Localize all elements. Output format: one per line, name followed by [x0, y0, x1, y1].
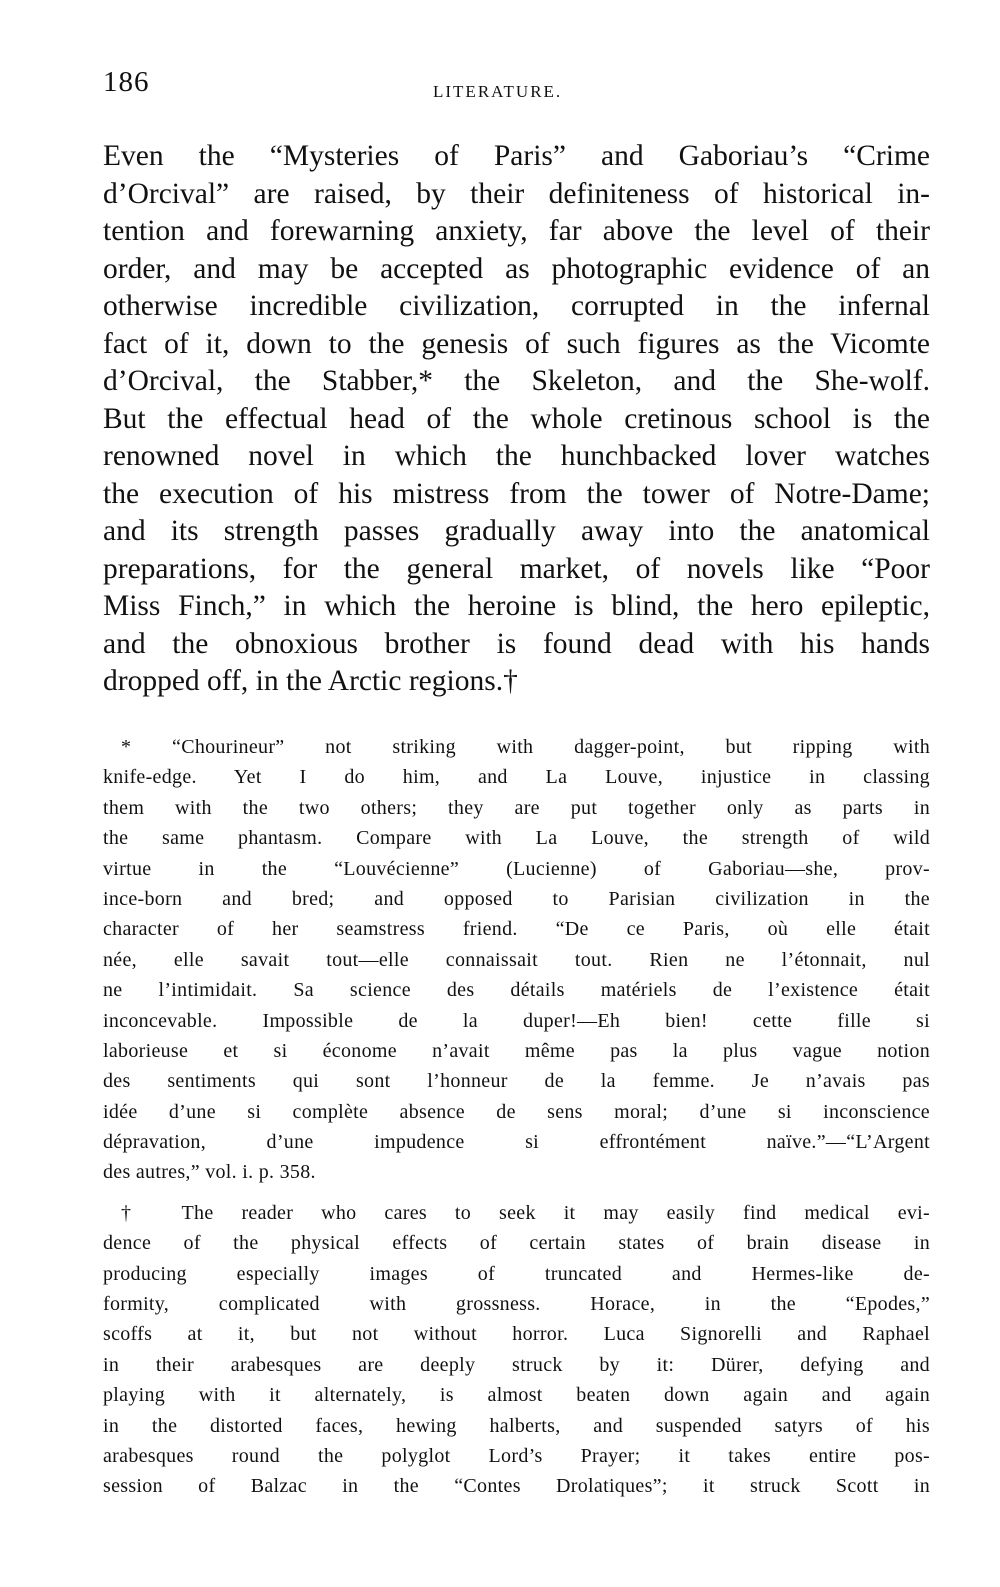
main-paragraph — [103, 138, 930, 701]
body-line: and its strength passes gradually away into the anatomical — [103, 515, 930, 547]
footnote-line: dépravation, d’une impudence si effrontément naïve.”—“L’Argent — [103, 1131, 930, 1154]
body-line: the execution of his mistress from the tower of Notre-Dame; — [103, 477, 930, 510]
footnote-line: them with the two others; they are put together only as parts in — [103, 796, 930, 819]
footnote-line: née, elle savait tout—elle connaissait tout. Rien ne l’étonnait, nul — [103, 948, 930, 971]
footnote-line: idée d’une si complète absence de sens moral; d’une si inconscience — [103, 1100, 930, 1123]
footnote-line: in their arabesques are deeply struck by it: Dürer, defying and — [103, 1353, 930, 1376]
footnote-line: session of Balzac in the “Contes Drolatiques”; it struck Scott in — [103, 1475, 930, 1498]
footnote-line: scoffs at it, but not without horror. Luca Signorelli and Raphael — [103, 1323, 930, 1346]
footnote-line: † The reader who cares to seek it may easily find medical evi- — [121, 1201, 930, 1224]
running-title: LITERATURE. — [433, 82, 563, 101]
footnote-line: * “Chourineur” not striking with dagger-point, but ripping with — [121, 736, 930, 758]
footnote-line: inconcevable. Impossible de la duper!—Eh bien! cette fille si — [103, 1009, 930, 1032]
body-line: dropped off, in the Arctic regions.† — [103, 665, 518, 697]
footnote-line: the same phantasm. Compare with La Louve, the strength of wild — [103, 827, 930, 850]
body-line: preparations, for the general market, of novels like “Poor — [103, 552, 930, 585]
footnote-line: character of her seamstress friend. “De ce Paris, où elle était — [103, 918, 930, 941]
footnote-dagger — [103, 1198, 930, 1502]
footnote-line: formity, complicated with grossness. Horace, in the “Epodes,” — [103, 1293, 930, 1316]
footnote-line: arabesques round the polyglot Lord’s Prayer; it takes entire pos- — [103, 1444, 930, 1467]
footnote-line: dence of the physical effects of certain states of brain disease in — [103, 1232, 930, 1255]
footnote-line: producing especially images of truncated and Hermes-like de- — [103, 1262, 930, 1285]
body-line: But the effectual head of the whole cretinous school is the — [103, 402, 930, 435]
body-line: tention and forewarning anxiety, far above the level of their — [103, 215, 930, 247]
body-line: renowned novel in which the hunchbacked lover watches — [103, 440, 930, 472]
page-number: 186 — [103, 66, 150, 98]
footnote-line: des autres,” vol. i. p. 358. — [103, 1161, 316, 1184]
footnote-line: des sentiments qui sont l’honneur de la femme. Je n’avais pas — [103, 1070, 930, 1093]
body-line: fact of it, down to the genesis of such figures as the Vicomte — [103, 327, 930, 360]
footnote-line: playing with it alternately, is almost beaten down again and again — [103, 1384, 930, 1407]
body-line: d’Orcival, the Stabber,* the Skeleton, and the She-wolf. — [103, 365, 930, 397]
footnote-line: virtue in the “Louvécienne” (Lucienne) of Gaboriau—she, prov- — [103, 857, 930, 880]
footnote-line: laborieuse et si économe n’avait même pas la plus vague notion — [103, 1039, 930, 1062]
page-header — [103, 66, 930, 106]
footnote-asterisk — [103, 732, 930, 1188]
body-line: and the obnoxious brother is found dead with his hands — [103, 627, 930, 660]
body-line: d’Orcival” are raised, by their definiteness of historical in- — [103, 177, 930, 210]
body-line: Miss Finch,” in which the heroine is blind, the hero epileptic, — [103, 590, 930, 622]
body-line: Even the “Mysteries of Paris” and Gaboriau’s “Crime — [103, 140, 930, 172]
body-line: order, and may be accepted as photographic evidence of an — [103, 252, 930, 285]
footnotes — [103, 732, 930, 1502]
footnote-line: in the distorted faces, hewing halberts, and suspended satyrs of his — [103, 1414, 930, 1437]
body-line: otherwise incredible civilization, corrupted in the infernal — [103, 290, 930, 322]
footnote-line: ince-born and bred; and opposed to Parisian civilization in the — [103, 887, 930, 910]
footnote-line: knife-edge. Yet I do him, and La Louve, injustice in classing — [103, 766, 930, 789]
footnote-line: ne l’intimidait. Sa science des détails matériels de l’existence était — [103, 979, 930, 1002]
